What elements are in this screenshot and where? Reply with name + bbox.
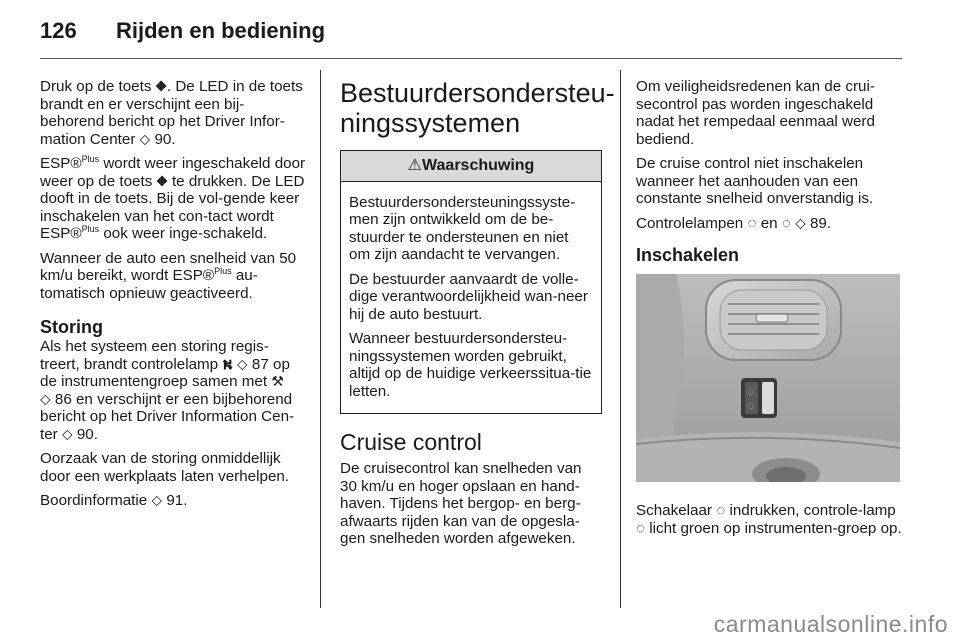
cruise-lamp-icon: ◌	[747, 214, 757, 232]
ref-arrow-icon: ⬦	[151, 492, 163, 509]
paragraph: Bestuurdersondersteuningssyste-men zijn ontwikkeld om de be-stuurder te ondersteunen en niet om zijn aandacht te vervangen.	[349, 193, 576, 263]
section-heading-cruise: Cruise control	[340, 429, 482, 455]
paragraph: Schakelaar ◌ indrukken, controle-lamp ◌ licht groen op instrumenten-groep op.	[636, 502, 902, 537]
column-divider-1	[320, 70, 321, 608]
paragraph: ESP®$^{Plus}$ wordt weer ingeschakeld door weer op de toets ⛖ te drukken. De LED dooft in de toets. Bij de vol-gende keer inschakelen van het con-tact wordt ESP®$^{Plus}$ ook weer inge-schakeld.	[40, 153, 306, 242]
page-ref[interactable]: 90.	[76, 425, 98, 443]
page-header	[40, 18, 325, 44]
paragraph: Wanneer bestuurdersondersteu-ningssystemen worden gebruikt, altijd op de huidige verkeerssitua-tie letten.	[349, 330, 592, 400]
middle-column	[340, 78, 615, 555]
ref-arrow-icon: ⬦	[795, 214, 806, 232]
paragraph: Om veiligheidsredenen kan de crui-secontrol pas worden ingeschakeld nadat het rempedaal eenmaal werd bediend.	[636, 78, 875, 148]
esp-button-icon: ⛖	[156, 172, 168, 189]
column-divider-2	[620, 70, 621, 608]
warning-box	[340, 150, 602, 414]
paragraph: Controlelampen ◌ en ◌ ⬦ 89.	[636, 214, 832, 232]
paragraph: Druk op de toets ⛖. De LED in de toets brandt en er verschijnt een bij-behorend bericht op het Driver Infor-mation Center ⬦ 90.	[40, 78, 303, 148]
ref-arrow-icon: ⬦	[139, 130, 151, 148]
header-rule	[40, 58, 902, 59]
cruise-lamp-icon: ◌	[636, 519, 646, 537]
svg-text:◌: ◌	[748, 402, 755, 410]
left-column	[40, 78, 306, 517]
page-ref[interactable]: 90.	[154, 130, 176, 148]
section-heading-inschakelen: Inschakelen	[636, 245, 740, 265]
paragraph: De bestuurder aanvaardt de volle-dige verantwoordelijkheid wan-neer hij de auto bestuurt.	[349, 270, 588, 323]
page-title: Rijden en bediening	[116, 18, 326, 43]
page-ref[interactable]: 89.	[809, 214, 832, 232]
section-heading-storing: Storing	[40, 317, 103, 337]
warning-header: ⚠Waarschuwing	[341, 151, 601, 182]
paragraph: Boordinformatie ⬦ 91.	[40, 492, 188, 509]
ref-arrow-icon: ⬦	[40, 390, 51, 408]
section-heading-assist: Bestuurdersondersteu-ningssystemen	[340, 78, 615, 138]
ref-arrow-icon: ⬦	[61, 425, 73, 443]
paragraph: De cruise control niet inschakelen wanneer het aanhouden van een constante snelheid onverstandig is.	[636, 155, 874, 207]
warning-triangle-icon: ⚠	[407, 157, 423, 174]
right-column	[636, 78, 904, 544]
paragraph: Als het systeem een storing regis-treert, brandt controlelamp ⛕ ⬦ 87 op de instrumentengroep samen met ⚒ ⬦ 86 en verschijnt er een bijbehorend bericht op het Driver Information Cen-ter ⬦ 90.	[40, 338, 295, 443]
svg-text:◌: ◌	[748, 388, 755, 396]
service-wrench-icon: ⚒	[271, 373, 284, 389]
esp-button-icon: ⛖	[155, 78, 167, 94]
cruise-lamp-icon: ◌	[781, 214, 791, 232]
esp-lamp-icon: ⛕	[222, 355, 233, 372]
page-number: 126	[40, 18, 77, 43]
paragraph: De cruisecontrol kan snelheden van 30 km/u en hoger opslaan en hand-haven. Tijdens het bergop- en berg-afwaarts rijden kan van de opgesla-gen snelheden worden afgeweken.	[340, 460, 582, 547]
page-ref[interactable]: 91.	[166, 492, 188, 509]
warning-body	[341, 182, 601, 414]
cruise-switch-icon: ◌	[716, 502, 726, 519]
watermark: carmanualsonline.info	[713, 611, 948, 637]
ref-arrow-icon: ⬦	[237, 355, 248, 373]
paragraph: Wanneer de auto een snelheid van 50 km/u bereikt, wordt ESP®$^{Plus}$ au-tomatisch opnieuw geactiveerd.	[40, 249, 297, 302]
dashboard-switch-photo	[636, 274, 900, 482]
paragraph: Oorzaak van de storing onmiddellijk door een werkplaats laten verhelpen.	[40, 450, 290, 485]
